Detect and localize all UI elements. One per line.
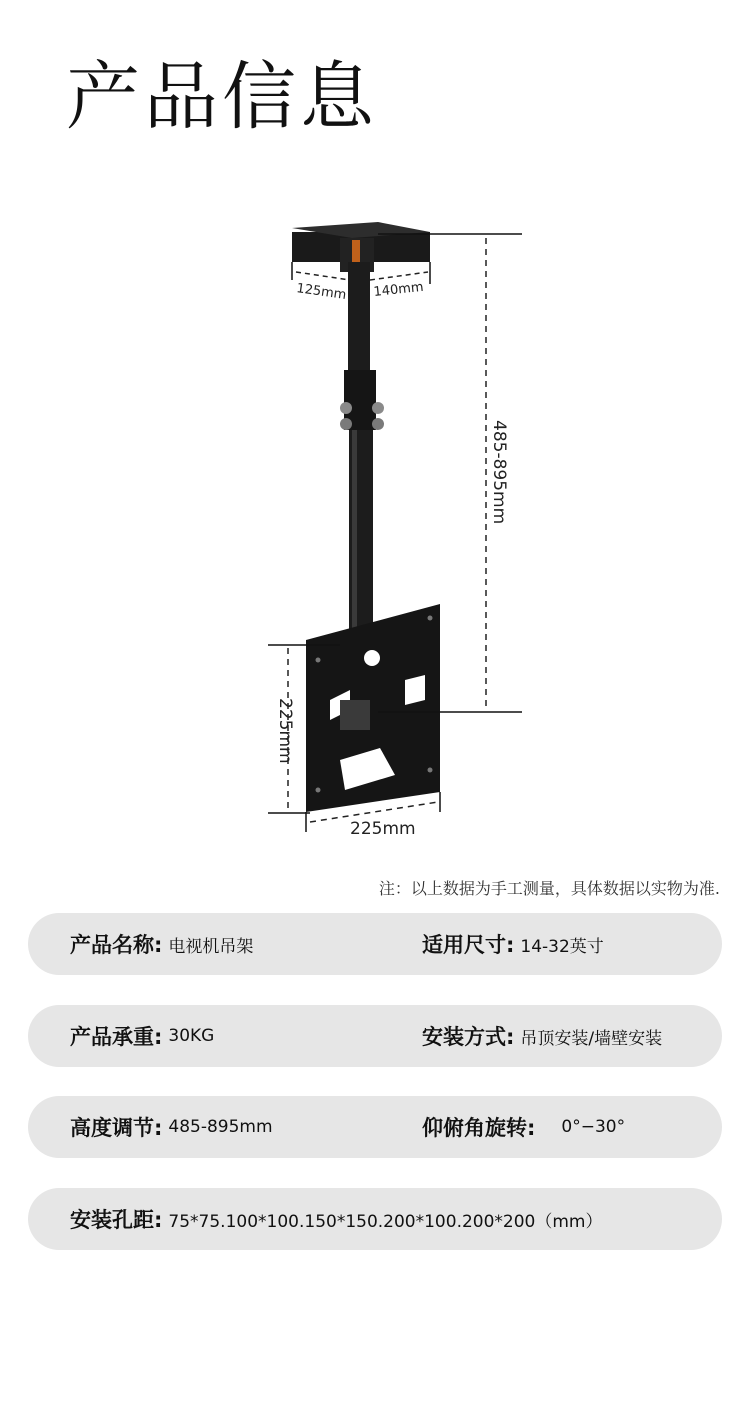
spec-label: 仰俯角旋转: bbox=[422, 1116, 536, 1140]
spec-label: 适用尺寸: bbox=[422, 933, 515, 957]
base-right-label: 140mm bbox=[372, 279, 425, 300]
spec-label: 产品承重: bbox=[70, 1025, 163, 1049]
spec-row-3 bbox=[28, 1096, 722, 1158]
spec-value: 0°−30° bbox=[561, 1117, 626, 1137]
spec-label: 安装方式: bbox=[422, 1025, 515, 1049]
pole bbox=[340, 262, 384, 660]
measurement-note: 注：以上数据为手工测量，具体数据以实物为准. bbox=[378, 879, 720, 898]
spec-value: 485-895mm bbox=[168, 1117, 273, 1137]
spec-value: 75*75.100*100.150*150.200*100.200*200（mm） bbox=[168, 1211, 603, 1232]
spec-row-4 bbox=[28, 1188, 722, 1250]
page-title: 产品信息 bbox=[66, 54, 378, 140]
plate-width-label: 225mm bbox=[350, 819, 416, 839]
spec-label: 高度调节: bbox=[70, 1116, 163, 1140]
spec-label: 产品名称: bbox=[70, 933, 163, 957]
spec-value: 电视机吊架 bbox=[168, 936, 254, 957]
plate-height-label: 225mm bbox=[275, 698, 295, 764]
spec-row-2 bbox=[28, 1005, 722, 1067]
spec-value: 30KG bbox=[168, 1026, 215, 1046]
spec-label: 安装孔距: bbox=[70, 1208, 163, 1232]
height-range-label: 485-895mm bbox=[489, 420, 509, 525]
base-left-label: 125mm bbox=[295, 281, 348, 303]
spec-value: 吊顶安装/墙壁安装 bbox=[520, 1028, 663, 1049]
tv-mount-plate bbox=[306, 604, 440, 812]
spec-row-1 bbox=[28, 913, 722, 975]
spec-value: 14-32英寸 bbox=[520, 936, 604, 957]
